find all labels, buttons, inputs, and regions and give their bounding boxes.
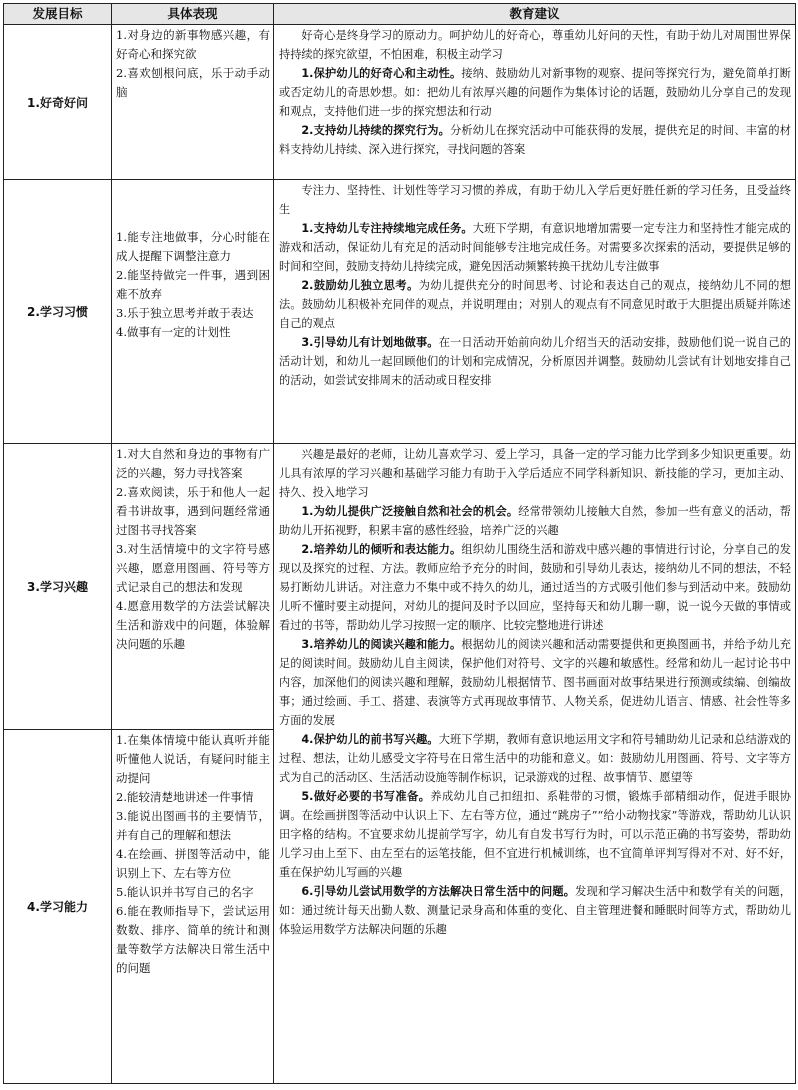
advice-intro: 专注力、坚持性、计划性等学习习惯的养成，有助于幼儿入学后更好胜任新的学习任务，且受益终生 (279, 184, 791, 216)
performance-item: 2.喜欢刨根问底，乐于动手动脑 (116, 66, 270, 99)
performance-item: 1.对身边的新事物感兴趣，有好奇心和探究欲 (116, 28, 270, 61)
performance-item: 5.能认识并书写自己的名字 (116, 885, 254, 899)
advice-cell (274, 180, 796, 444)
advice-item (279, 333, 791, 390)
advice-item-title: 5.做好必要的书写准备。 (301, 790, 431, 803)
advice-item-text: 接纳、鼓励幼儿对新事物的观察、提问等探究行为，避免简单打断或否定幼儿的奇思妙想。如：把幼儿有浓厚兴趣的问题作为集体讨论的话题，鼓励幼儿分享自己的发现和观点，支持他们进一步的探究想法和行动 (279, 67, 791, 118)
advice-item-text: 为幼儿提供充分的时间思考、讨论和表达自己的观点，接纳幼儿不同的想法。鼓励幼儿积极补充同伴的观点，并说明理由；对别人的观点有不同意见时敢于大胆提出质疑并陈述自己的观点 (279, 279, 791, 330)
performance-item: 4.做事有一定的计划性 (116, 325, 231, 339)
advice-cell (274, 444, 796, 1084)
advice-item-title: 2.鼓励幼儿独立思考。 (301, 279, 419, 292)
advice-item-text: 在一日活动开始前向幼儿介绍当天的活动安排，鼓励他们说一说自己的活动计划，和幼儿一起回顾他们的计划和完成情况，分析原因并调整。鼓励幼儿尝试有计划地安排自己的活动，如尝试安排周末的活动或日程安排 (279, 336, 791, 387)
advice-item-text: 养成幼儿自己扣纽扣、系鞋带的习惯，锻炼手部精细动作，促进手眼协调。在绘画拼图等活动中认识上下、左右等方位，通过“跳房子”“给小动物找家”等游戏，帮助幼儿认识田字格的结构。不宜要求幼儿提前学写字，幼儿有自发书写行为时，可以示范正确的书写姿势，帮助幼儿学习由上至下、由左至右的运笔技能，但不宜进行机械训练，也不宜简单评判写得对不对、好不好，重在保护幼儿写画的兴趣 (279, 790, 791, 879)
header-advice: 教育建议 (274, 4, 796, 25)
advice-item-title: 6.引导幼儿尝试用数学的方法解决日常生活中的问题。 (301, 885, 576, 898)
table-row (4, 180, 796, 444)
goal-cell: 2.学习习惯 (4, 180, 112, 444)
performance-cell (112, 444, 274, 730)
goal-cell: 3.学习兴趣 (4, 444, 112, 730)
advice-item (279, 64, 791, 121)
advice-item-title: 4.保护幼儿的前书写兴趣。 (301, 733, 439, 746)
performance-item: 3.乐于独立思考并敢于表达 (116, 306, 254, 320)
advice-item (279, 635, 791, 730)
table-row (4, 444, 796, 730)
advice-item-text: 分析幼儿在探究活动中可能获得的发展，提供充足的时间、丰富的材料支持幼儿持续、深入进行探究，寻找问题的答案 (279, 124, 791, 156)
performance-item: 3.能说出图画书的主要情节，并有自己的理解和想法 (116, 809, 270, 842)
advice-item-text: 组织幼儿围绕生活和游戏中感兴趣的事情进行讨论，分享自己的发现以及探究的过程、方法。教师应给予充分的时间，鼓励和引导幼儿表达，接纳幼儿不同的想法，不轻易打断幼儿讲话。对注意力不集中或不持久的幼儿，通过适当的方式吸引他们参与到活动中来。鼓励幼儿听不懂时要主动提问，对幼儿的提问及时予以回应，坚持每天和幼儿聊一聊，说一说今天做的事情或看过的书等，帮助幼儿学习按照一定的顺序、比较完整地进行讲述 (279, 543, 791, 632)
advice-item (279, 502, 791, 540)
performance-item: 4.愿意用数学的方法尝试解决生活和游戏中的问题，体验解决问题的乐趣 (116, 599, 270, 651)
advice-item (279, 276, 791, 333)
advice-item-title: 2.培养幼儿的倾听和表达能力。 (301, 543, 462, 556)
performance-cell (112, 730, 274, 1084)
performance-item: 1.在集体情境中能认真听并能听懂他人说话，有疑问时能主动提问 (116, 733, 270, 785)
performance-item: 2.能较清楚地讲述一件事情 (116, 790, 254, 804)
advice-item-text: 根据幼儿的阅读兴趣和活动需要提供和更换图画书，并给予幼儿充足的阅读时间。鼓励幼儿自主阅读，保护他们对符号、文字的兴趣和敏感性。经常和幼儿一起讨论书中内容，加深他们的阅读兴趣和理解，鼓励幼儿根据情节、图书画面对故事结果进行预测或续编、创编故事；通过绘画、手工、搭建、表演等方式再现故事情节、人物关系，促进幼儿语言、情感、社会性等多方面的发展 (279, 638, 791, 727)
advice-item-title: 1.支持幼儿专注持续地完成任务。 (301, 222, 473, 235)
advice-item (279, 882, 791, 939)
performance-item: 3.对生活情境中的文字符号感兴趣，愿意用图画、符号等方式记录自己的想法和发现 (116, 542, 270, 594)
advice-item-title: 2.支持幼儿持续的探究行为。 (301, 124, 451, 137)
advice-item (279, 787, 791, 882)
advice-intro: 好奇心是终身学习的原动力。呵护幼儿的好奇心，尊重幼儿好问的天性，有助于幼儿对周围世界保持持续的探究欲望，不怕困难，积极主动学习 (279, 29, 791, 61)
performance-item: 2.能坚持做完一件事，遇到困难不放弃 (116, 268, 270, 301)
advice-item-title: 1.保护幼儿的好奇心和主动性。 (301, 67, 462, 80)
performance-item: 2.喜欢阅读，乐于和他人一起看书讲故事，遇到问题经常通过图书寻找答案 (116, 485, 270, 537)
performance-cell (112, 180, 274, 444)
advice-item-text: 发现和学习解决生活中和数学有关的问题，如：通过统计每天出勤人数、测量记录身高和体重的变化、自主管理进餐和睡眠时间等方式，帮助幼儿体验运用数学方法解决问题的乐趣 (279, 885, 791, 936)
advice-item-title: 1.为幼儿提供广泛接触自然和社会的机会。 (301, 505, 519, 518)
advice-item (279, 219, 791, 276)
table-row (4, 25, 796, 180)
header-goal: 发展目标 (4, 4, 112, 25)
advice-item-text: 大班下学期，有意识地增加需要一定专注力和坚持性才能完成的游戏和活动，保证幼儿有充足的活动时间能够专注地完成任务。对需要多次探索的活动，要提供足够的时间和空间，鼓励支持幼儿持续完成，避免因活动频繁转换干扰幼儿专注做事 (279, 222, 791, 273)
advice-cell (274, 25, 796, 180)
performance-item: 4.在绘画、拼图等活动中，能识别上下、左右等方位 (116, 847, 270, 880)
advice-intro: 兴趣是最好的老师，让幼儿喜欢学习、爱上学习，具备一定的学习能力比学到多少知识更重要。幼儿具有浓厚的学习兴趣和基础学习能力有助于入学后适应不同学科新知识、新技能的学习，更加主动、持久、投入地学习 (279, 448, 791, 499)
table-header-row (4, 4, 796, 25)
header-performance: 具体表现 (112, 4, 274, 25)
performance-cell (112, 25, 274, 180)
advice-item-text: 经常带领幼儿接触大自然，参加一些有意义的活动，帮助幼儿开拓视野，积累丰富的感性经验，培养广泛的兴趣 (279, 505, 791, 537)
advice-item (279, 540, 791, 635)
advice-item (279, 730, 791, 787)
performance-item: 1.能专注地做事，分心时能在成人提醒下调整注意力 (116, 230, 270, 263)
performance-item: 1.对大自然和身边的事物有广泛的兴趣，努力寻找答案 (116, 447, 270, 480)
performance-item: 6.能在教师指导下，尝试运用数数、排序、简单的统计和测量等数学方法解决日常生活中的问题 (116, 904, 270, 975)
development-goals-table (3, 3, 796, 1084)
advice-item-text: 大班下学期，教师有意识地运用文字和符号辅助幼儿记录和总结游戏的过程、想法，让幼儿感受文字符号在日常生活中的功能和意义。如：鼓励幼儿用图画、符号、文字等方式为自己的活动区、生活活动设施等制作标识，记录游戏的过程、故事情节、愿望等 (279, 733, 791, 784)
goal-cell: 1.好奇好问 (4, 25, 112, 180)
advice-item-title: 3.引导幼儿有计划地做事。 (301, 336, 439, 349)
goal-cell: 4.学习能力 (4, 730, 112, 1084)
advice-item-title: 3.培养幼儿的阅读兴趣和能力。 (301, 638, 462, 651)
advice-item (279, 121, 791, 159)
